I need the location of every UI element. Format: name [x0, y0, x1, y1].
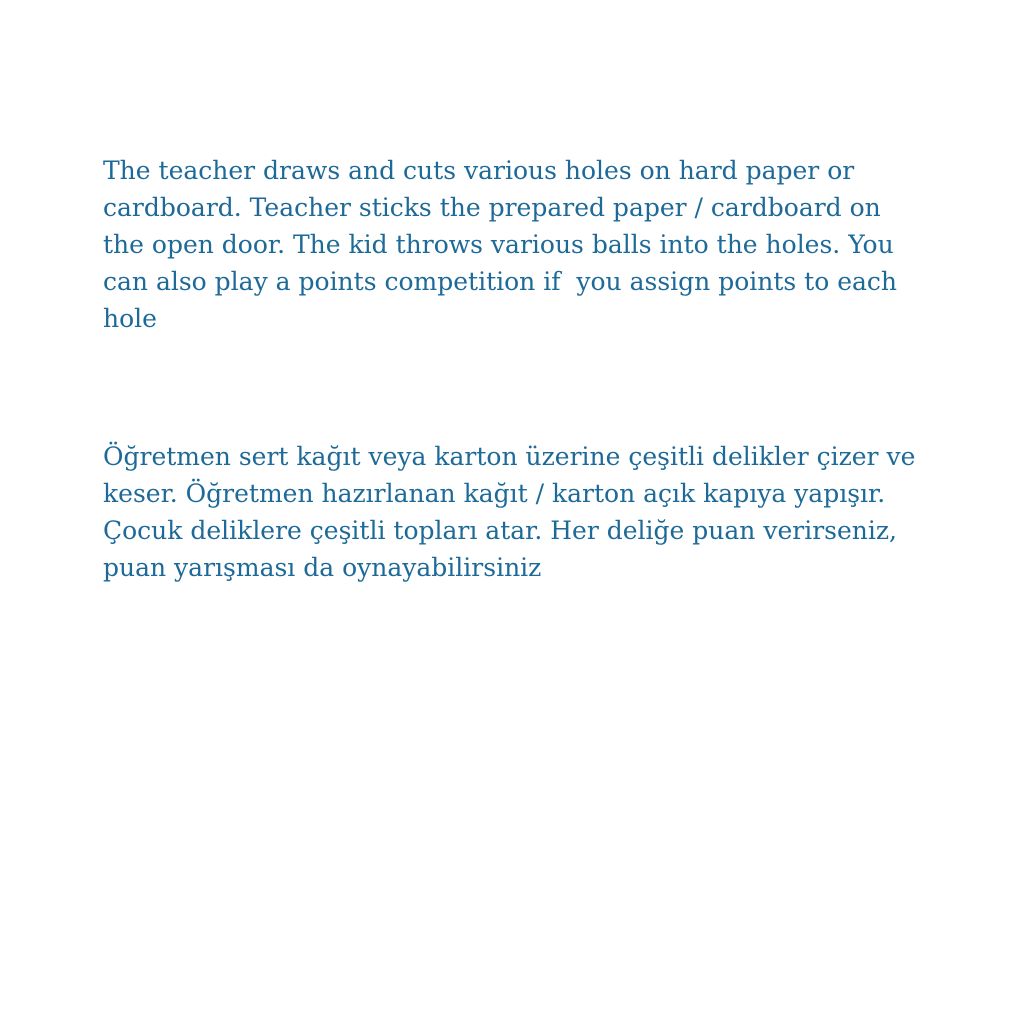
- paragraph-english: The teacher draws and cuts various holes on hard paper or cardboard. Teacher sticks the prepared paper / cardboard on the open door. The kid throws various balls into the holes. You can also play a points competition if you assign points to each hole: [103, 156, 905, 333]
- paragraph-turkish: Öğretmen sert kağıt veya karton üzerine çeşitli delikler çizer ve keser. Öğretmen hazırlanan kağıt / karton açık kapıya yapışır. Çocuk deliklere çeşitli topları atar. Her deliğe puan verirseniz, puan yarışması da oynayabilirsiniz: [103, 442, 924, 582]
